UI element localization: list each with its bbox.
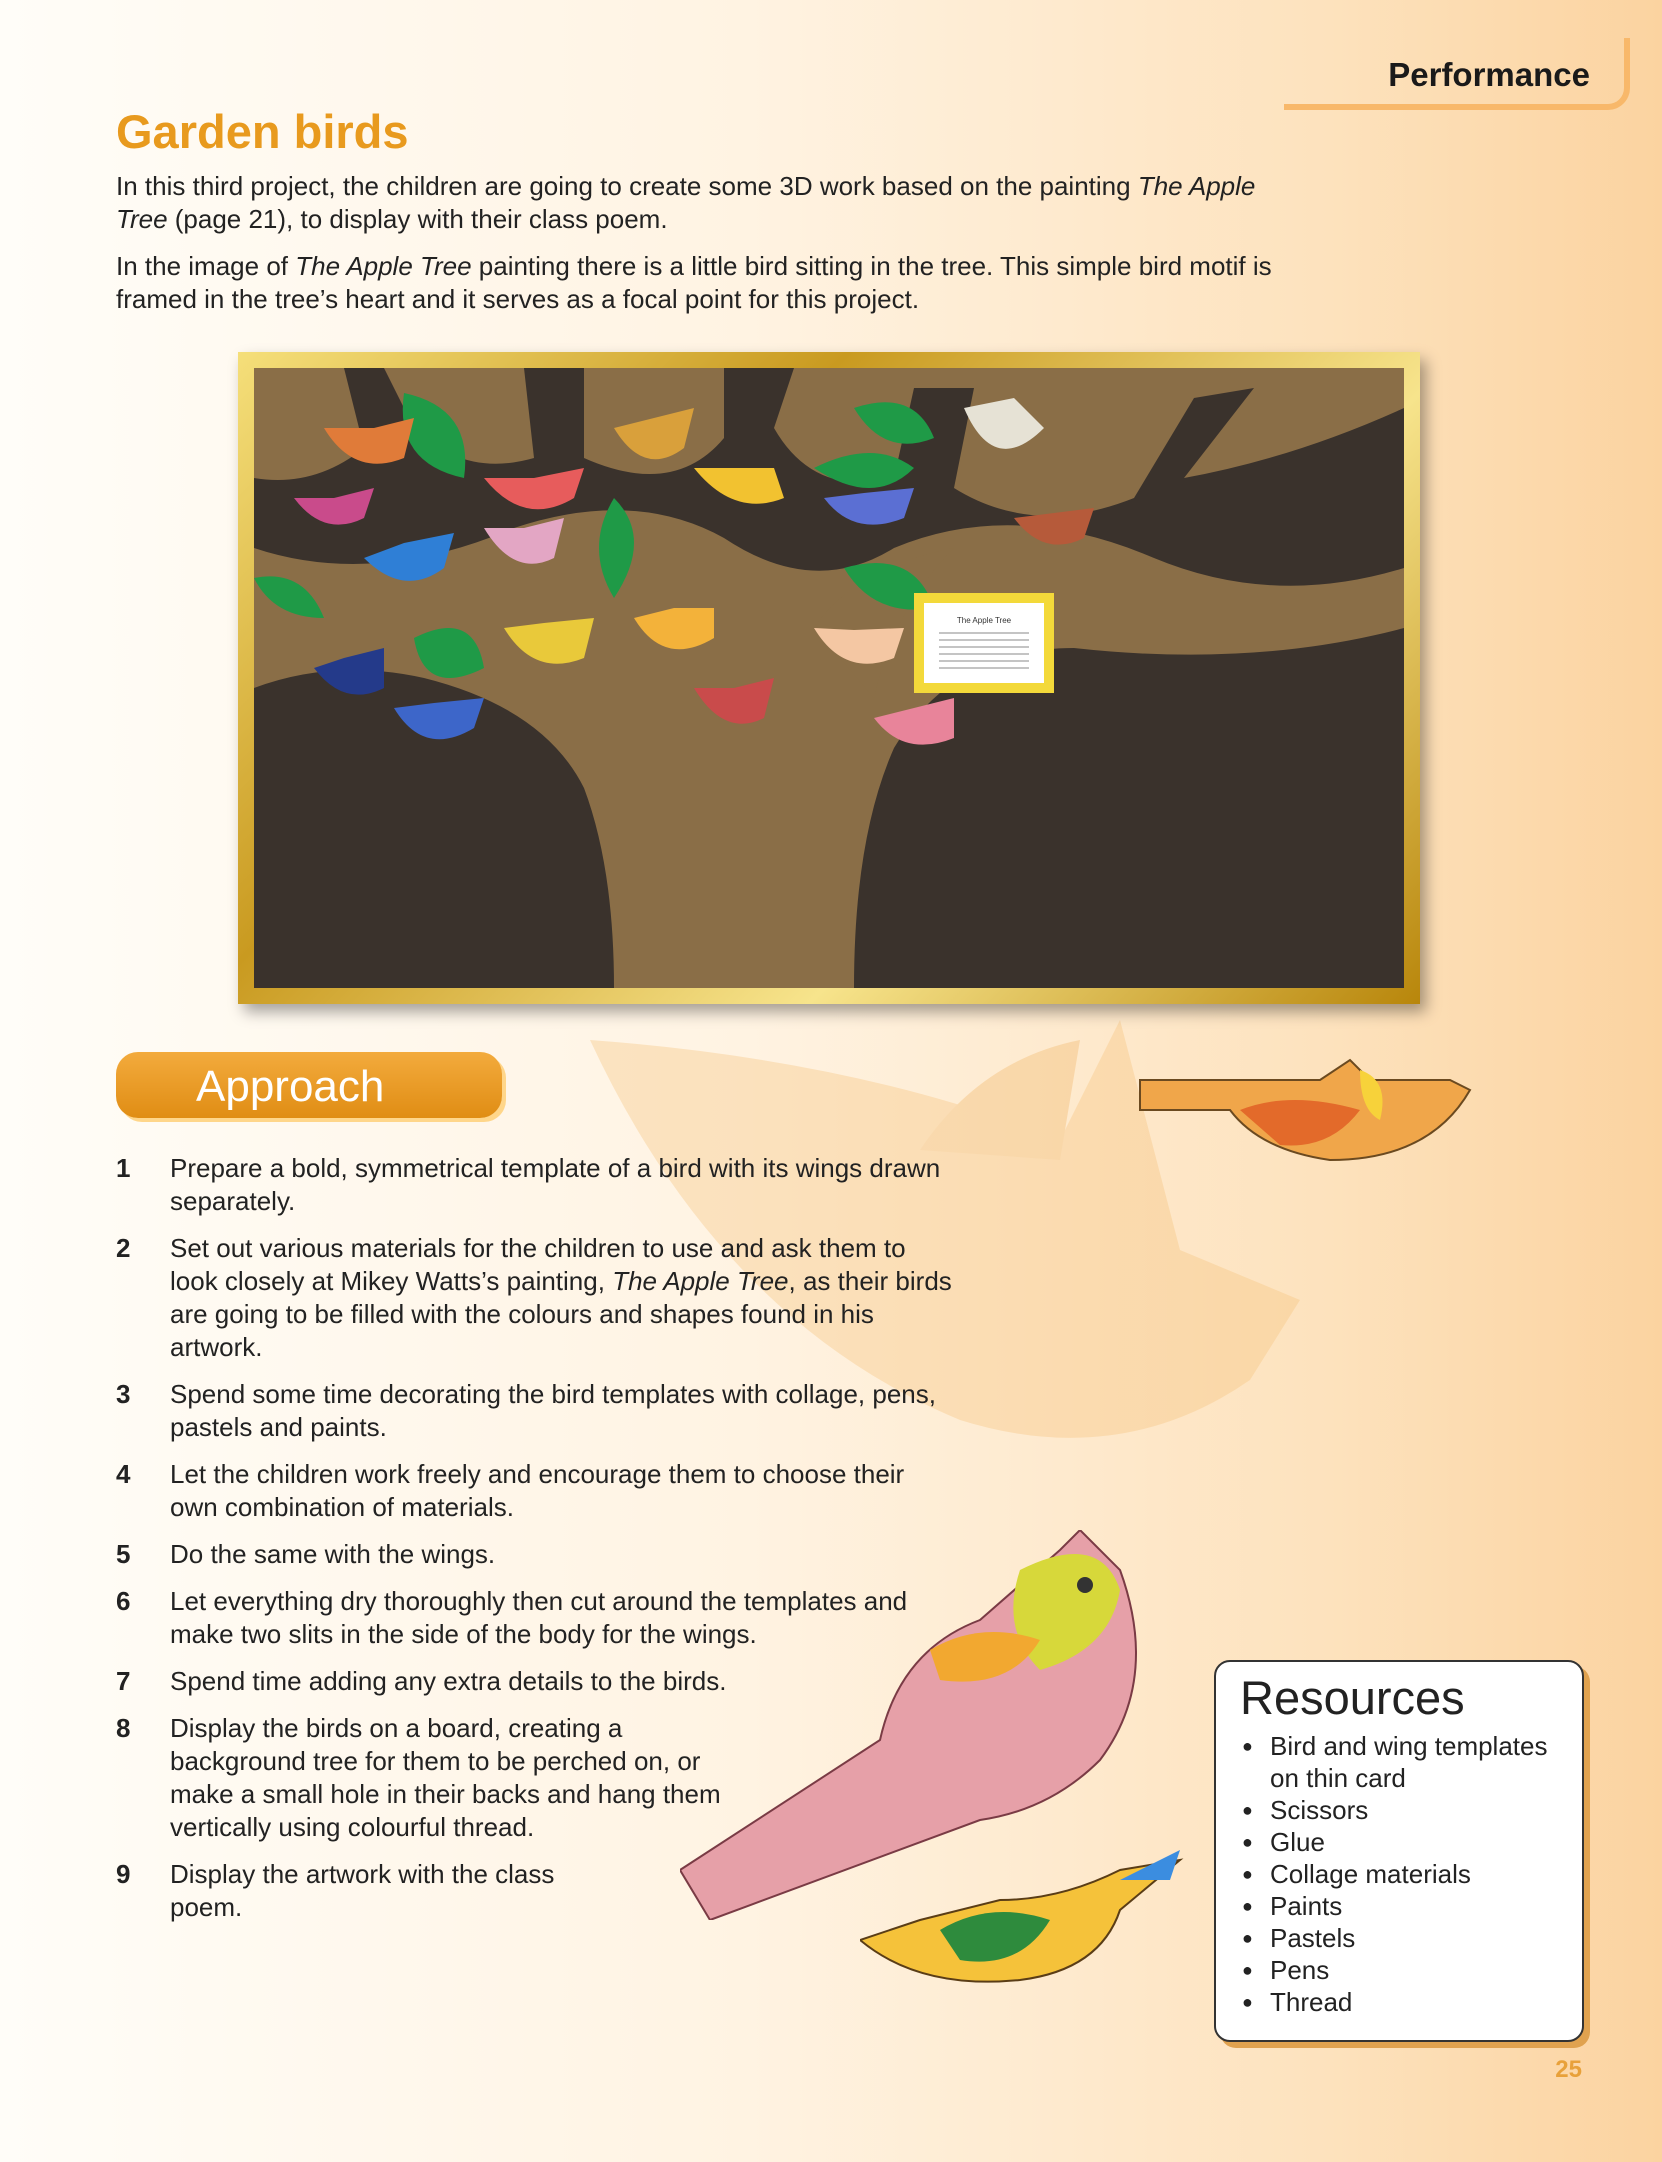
paper-bird-image [1130, 1050, 1510, 1170]
section-tab [1284, 38, 1630, 110]
step-number: 5 [116, 1539, 131, 1569]
step-number: 4 [116, 1459, 131, 1489]
step-item [116, 1458, 956, 1524]
step-number: 9 [116, 1859, 131, 1889]
intro-p1-painting-title: The Apple Tree [116, 171, 1256, 234]
step-number: 7 [116, 1666, 131, 1696]
step-number: 6 [116, 1586, 131, 1616]
resource-item: ● Pastels [1240, 1922, 1570, 1954]
resource-item: ● Pens [1240, 1954, 1570, 1986]
poem-card [924, 603, 1044, 683]
step-item [116, 1585, 956, 1651]
approach-steps [116, 1152, 956, 1938]
resources-box [1214, 1660, 1584, 2042]
step-text: Let everything dry thoroughly then cut around the templates and make two slits in the side of the body for the wings. [170, 1586, 908, 1649]
intro-p1-text-a: In this third project, the children are going to create some 3D work based on the painting [116, 171, 1138, 201]
intro-paragraph-1 [116, 170, 1276, 236]
step-item [116, 1152, 956, 1218]
poem-card-title: The Apple Tree [956, 616, 1012, 625]
step-item [116, 1378, 956, 1444]
page-title: Garden birds [116, 105, 409, 158]
step-text: Display the birds on a board, creating a background tree for them to be perched on, or make a small hole in their backs and hang them vertically using colourful thread. [170, 1713, 721, 1842]
resources-heading: Resources [1240, 1671, 1465, 1724]
intro-p2-painting-title: The Apple Tree [295, 251, 472, 281]
step-text-part: , as their birds are going to be filled with the colours and shapes found in his artwork. [170, 1266, 952, 1362]
step-text-part: Set out various materials for the children to use and ask them to look closely at Mikey Watts’s painting, [170, 1233, 906, 1296]
intro-p2-text-b: painting there is a little bird sitting in the tree. This simple bird motif is framed in the tree’s heart and it serves as a focal point for this project. [116, 251, 1272, 314]
step-number: 8 [116, 1713, 131, 1743]
step-item [116, 1858, 630, 1924]
intro-p1-text-b: (page 21), to display with their class poem. [167, 204, 668, 234]
section-label: Performance [1388, 56, 1590, 93]
display-board-illustration [254, 368, 1404, 988]
resource-item: ● Scissors [1240, 1794, 1570, 1826]
display-board-photo [238, 352, 1420, 1004]
resource-item: ● Thread [1240, 1986, 1570, 2018]
step-item [116, 1712, 760, 1844]
step-text: Prepare a bold, symmetrical template of a bird with its wings drawn separately. [170, 1153, 941, 1216]
step-painting-title: The Apple Tree [612, 1266, 789, 1296]
resource-item: ● Collage materials [1240, 1858, 1570, 1890]
approach-heading: Approach [196, 1062, 385, 1111]
resource-item: ● Bird and wing templates on thin card [1240, 1730, 1570, 1794]
step-item [116, 1538, 956, 1571]
resources-list [1240, 1730, 1570, 2018]
intro-paragraph-2 [116, 250, 1276, 316]
step-text: Spend some time decorating the bird templates with collage, pens, pastels and paints. [170, 1379, 936, 1442]
resource-item: ● Glue [1240, 1826, 1570, 1858]
step-text: Display the artwork with the class poem. [170, 1859, 555, 1922]
step-number: 1 [116, 1153, 131, 1183]
approach-heading-bar [116, 1052, 502, 1118]
intro-p2-text-a: In the image of [116, 251, 296, 281]
step-item [116, 1232, 956, 1364]
step-item [116, 1665, 956, 1698]
step-text: Spend time adding any extra details to the birds. [170, 1666, 727, 1696]
step-text: Do the same with the wings. [170, 1539, 496, 1569]
step-text [170, 1232, 956, 1364]
page-number: 25 [1555, 2056, 1582, 2083]
resource-item: ● Paints [1240, 1890, 1570, 1922]
step-number: 2 [116, 1233, 131, 1263]
step-text: Let the children work freely and encourage them to choose their own combination of materials. [170, 1459, 905, 1522]
step-number: 3 [116, 1379, 131, 1409]
